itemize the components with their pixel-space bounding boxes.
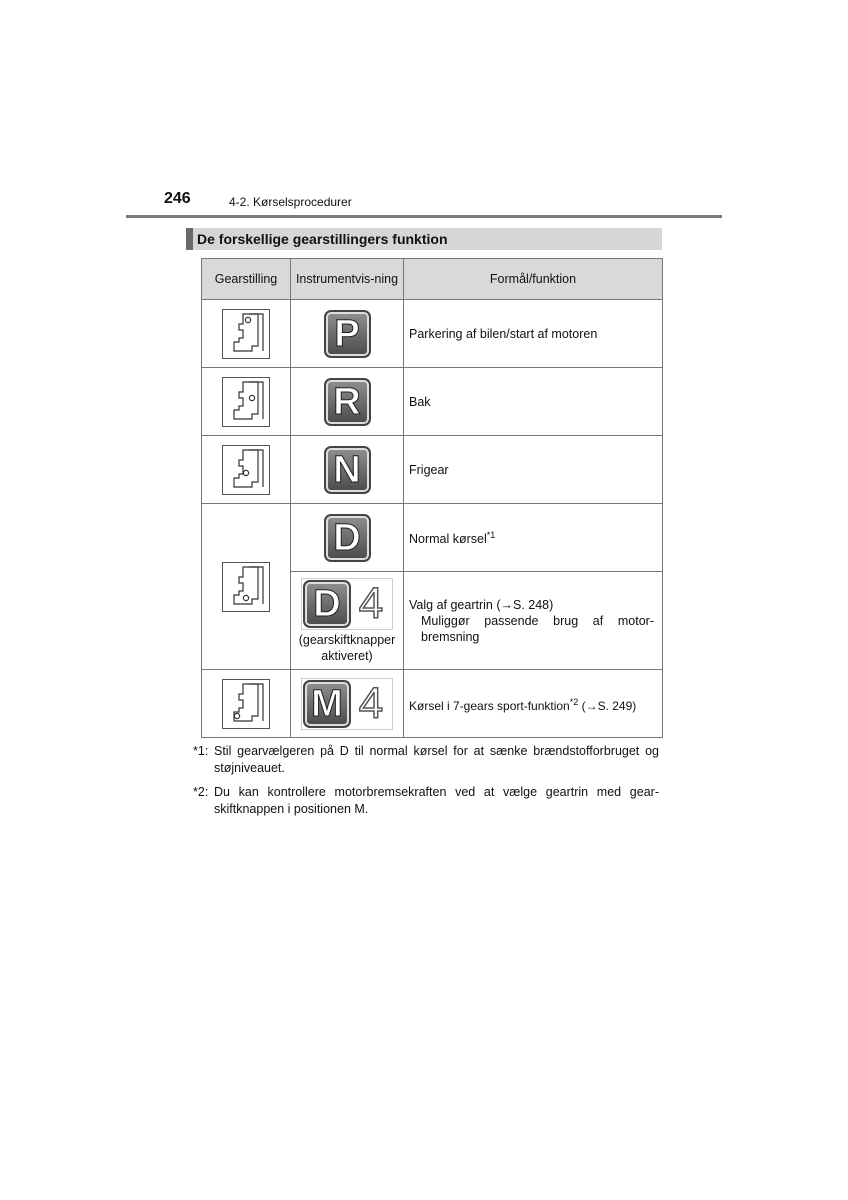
indicator-cell xyxy=(291,368,404,436)
footnote-ref: *1 xyxy=(486,530,496,541)
indicator-cell xyxy=(291,436,404,504)
function-cell: Frigear xyxy=(404,436,663,504)
table-row-m4 xyxy=(202,670,663,738)
indicator-d: D xyxy=(324,514,371,562)
gear-lever-r-icon xyxy=(222,377,270,427)
gear-lever-d-icon xyxy=(222,562,270,612)
footnote-1 xyxy=(193,743,659,777)
function-cell: Bak xyxy=(404,368,663,436)
footnote-mark: *1: xyxy=(193,744,209,758)
indicator-m4-letter: M xyxy=(303,680,351,728)
function-cell xyxy=(404,572,663,670)
function-cell xyxy=(404,670,663,738)
indicator-cell xyxy=(291,670,404,738)
indicator-cell xyxy=(291,504,404,572)
function-text: Kørsel i 7-gears sport-funktion xyxy=(409,698,570,713)
section-title: De forskellige gearstillingers funktion xyxy=(186,228,662,250)
header-gear-position: Gearstilling xyxy=(202,259,291,300)
indicator-d4-letter: D xyxy=(303,580,351,628)
footnote-text: Du kan kontrollere motorbremsekraften ved at vælge geartrin med gear-skiftknappen i positionen M. xyxy=(214,785,659,816)
table-row-d xyxy=(202,504,663,572)
gear-lever-p-icon xyxy=(222,309,270,359)
gear-positions-table xyxy=(201,258,663,738)
function-cell xyxy=(404,504,663,572)
function-cell: Parkering af bilen/start af motoren xyxy=(404,300,663,368)
lever-cell xyxy=(202,436,291,504)
function-text: Valg af geartrin (→S. 248) xyxy=(409,597,554,612)
lever-cell xyxy=(202,368,291,436)
function-subtext: Muliggør passende brug af motor-bremsning xyxy=(421,613,654,644)
indicator-cell xyxy=(291,300,404,368)
table-row-n xyxy=(202,436,663,504)
table-row-r xyxy=(202,368,663,436)
table-row-p xyxy=(202,300,663,368)
footnote-mark: *2: xyxy=(193,785,209,799)
gear-lever-m-icon xyxy=(222,679,270,729)
gear-lever-n-icon xyxy=(222,445,270,495)
lever-cell xyxy=(202,504,291,670)
table-header-row xyxy=(202,259,663,300)
section-reference: 4-2. Kørselsprocedurer xyxy=(229,195,352,209)
indicator-p: P xyxy=(324,310,371,358)
indicator-m4-digit: 4 xyxy=(358,678,384,728)
indicator-d4-digit: 4 xyxy=(358,578,384,628)
lever-cell xyxy=(202,300,291,368)
indicator-m4 xyxy=(301,678,393,730)
page-reference: (→S. 249) xyxy=(578,698,637,713)
indicator-d4 xyxy=(301,578,393,630)
footnote-text: Stil gearvælgeren på D til normal kørsel for at sænke brændstofforbruget og støjniveauet. xyxy=(214,744,659,775)
indicator-cell xyxy=(291,572,404,670)
indicator-n: N xyxy=(324,446,371,494)
footnote-ref: *2 xyxy=(569,696,579,707)
indicator-caption: (gearskiftknapper aktiveret) xyxy=(298,632,396,663)
header-function: Formål/funktion xyxy=(404,259,663,300)
header-rule xyxy=(126,215,722,218)
indicator-r: R xyxy=(324,378,371,426)
header-indicator: Instrumentvis-ning xyxy=(291,259,404,300)
lever-cell xyxy=(202,670,291,738)
page-number: 246 xyxy=(164,190,191,207)
function-text: Normal kørsel xyxy=(409,532,487,547)
footnote-2 xyxy=(193,784,659,818)
